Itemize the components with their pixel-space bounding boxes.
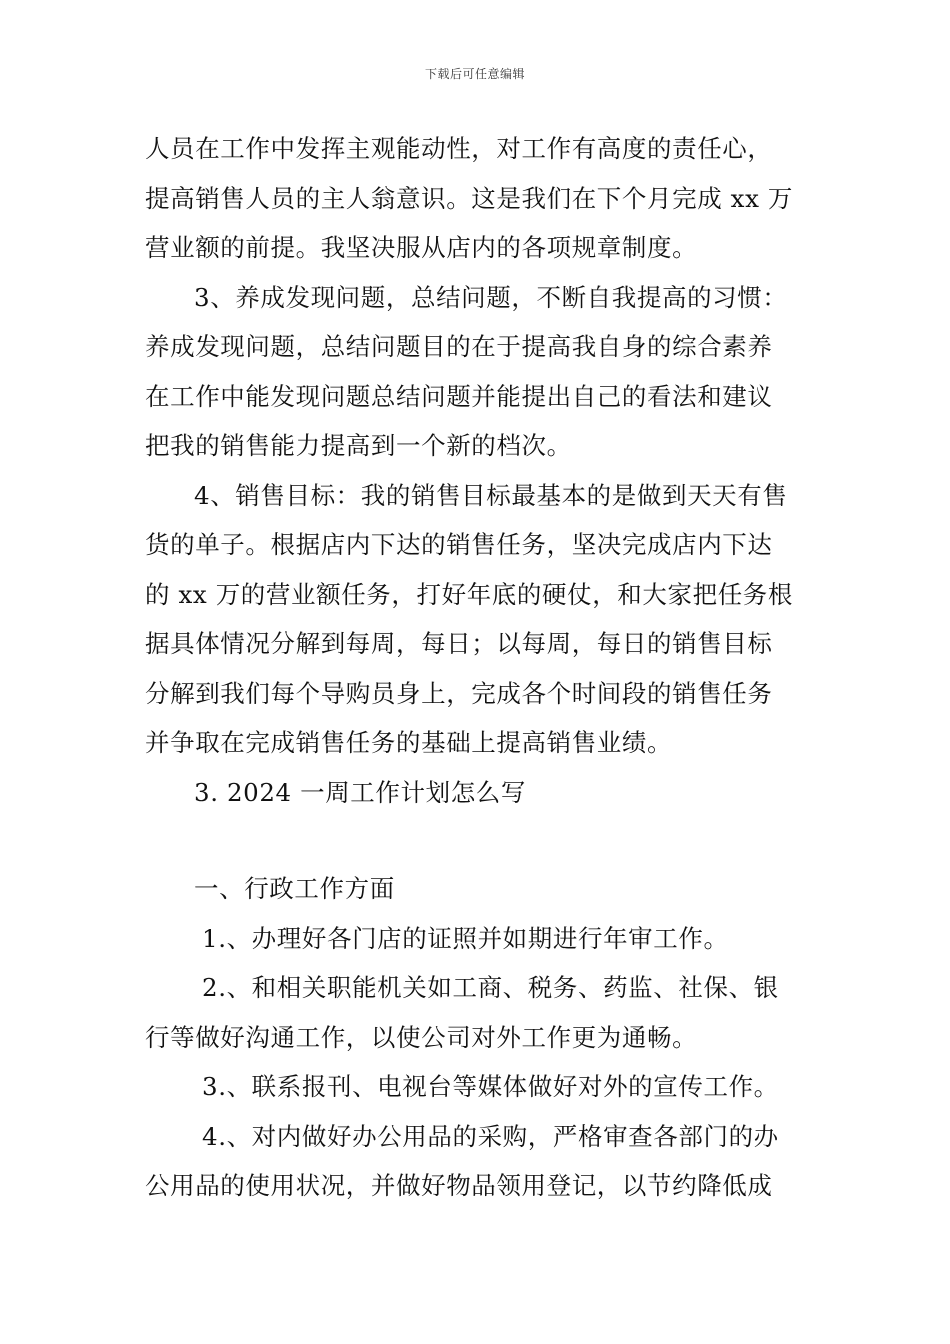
text-line: 行等做好沟通工作，以使公司对外工作更为通畅。 bbox=[145, 1022, 698, 1052]
section-item-3: 3、养成发现问题，总结问题，不断自我提高的习惯： bbox=[194, 282, 788, 312]
text-line: 分解到我们每个导购员身上，完成各个时间段的销售任务 bbox=[145, 678, 773, 708]
blank-gap bbox=[145, 817, 825, 864]
text-line: 货的单子。根据店内下达的销售任务，坚决完成店内下达 bbox=[145, 530, 773, 559]
section-heading: 3. 2024 一周工作计划怎么写 bbox=[194, 777, 527, 807]
text-line: 养成发现问题，总结问题目的在于提高我自身的综合素养 bbox=[145, 332, 773, 361]
text-line: 据具体情况分解到每周，每日；以每周，每日的销售目标 bbox=[145, 629, 773, 658]
text-line: 的 xx 万的营业额任务，打好年底的硬仗，和大家把任务根 bbox=[145, 579, 794, 609]
subsection-heading: 一、行政工作方面 bbox=[194, 874, 395, 903]
list-item-4: 4.、对内做好办公用品的采购，严格审查各部门的办 bbox=[202, 1121, 779, 1151]
list-item-2: 2.、和相关职能机关如工商、税务、药监、社保、银 bbox=[202, 973, 779, 1002]
text-line: 在工作中能发现问题总结问题并能提出自己的看法和建议 bbox=[145, 381, 773, 411]
text-line: 人员在工作中发挥主观能动性，对工作有高度的责任心， bbox=[145, 134, 773, 163]
text-line: 公用品的使用状况，并做好物品领用登记，以节约降低成 bbox=[145, 1171, 773, 1200]
text-line: 把我的销售能力提高到一个新的档次。 bbox=[145, 431, 572, 460]
text-line: 并争取在完成销售任务的基础上提高销售业绩。 bbox=[145, 728, 673, 757]
page-header-note: 下载后可任意编辑 bbox=[424, 67, 525, 81]
document-body bbox=[145, 124, 825, 1211]
list-item-1: 1.、办理好各门店的证照并如期进行年审工作。 bbox=[202, 923, 729, 953]
list-item-3: 3.、联系报刊、电视台等媒体做好对外的宣传工作。 bbox=[202, 1072, 779, 1101]
text-line: 提高销售人员的主人翁意识。这是我们在下个月完成 xx 万 bbox=[145, 183, 794, 213]
section-item-4: 4、销售目标：我的销售目标最基本的是做到天天有售 bbox=[194, 480, 788, 510]
text-line: 营业额的前提。我坚决服从店内的各项规章制度。 bbox=[145, 233, 698, 262]
